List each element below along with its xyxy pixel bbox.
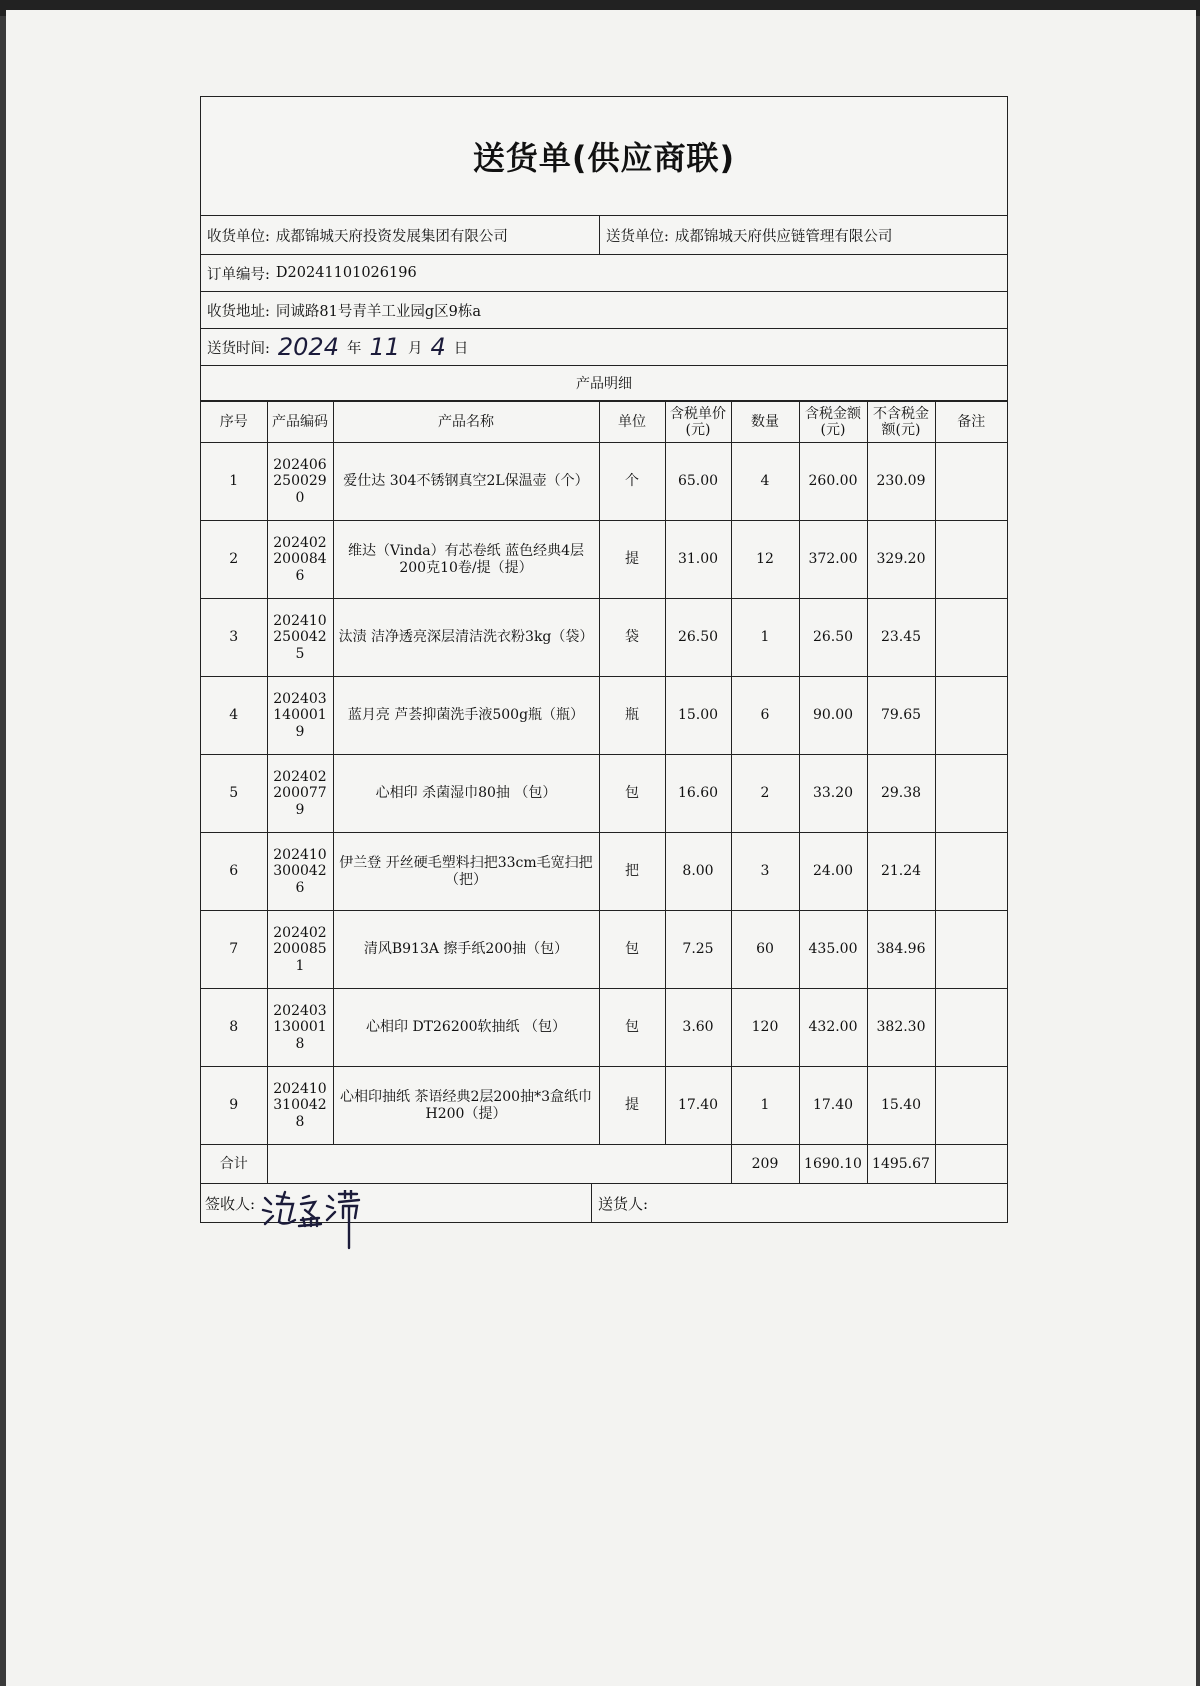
cell-remark [935,599,1007,677]
table-header-row [201,402,1007,443]
cell-net: 21.24 [867,833,935,911]
total-net: 1495.67 [867,1145,935,1184]
handwritten-day: 4 [430,333,446,361]
cell-unit: 提 [599,521,665,599]
cell-unit: 提 [599,1067,665,1145]
cell-name: 心相印 DT26200软抽纸 （包） [333,989,599,1067]
product-table [201,401,1007,1184]
cell-code: 2024022000851 [267,911,333,989]
cell-qty: 60 [731,911,799,989]
col-remark: 备注 [935,402,1007,443]
cell-qty: 4 [731,443,799,521]
cell-no: 2 [201,521,267,599]
col-amount: 含税金额(元) [799,402,867,443]
cell-net: 79.65 [867,677,935,755]
address-value: 同诚路81号青羊工业园g区9栋a [275,303,481,320]
cell-code: 2024103000426 [267,833,333,911]
receiver-cell [201,216,600,254]
table-row [201,755,1007,833]
cell-qty: 3 [731,833,799,911]
cell-code: 2024062500290 [267,443,333,521]
cell-net: 23.45 [867,599,935,677]
signature-row [201,1184,1007,1222]
cell-price: 15.00 [665,677,731,755]
receiver-sign-cell [201,1184,592,1222]
cell-price: 17.40 [665,1067,731,1145]
total-row [201,1145,1007,1184]
total-qty: 209 [731,1145,799,1184]
col-no: 序号 [201,402,267,443]
day-unit: 日 [453,340,469,357]
order-value: D20241101026196 [275,265,417,281]
cell-remark [935,911,1007,989]
table-row [201,833,1007,911]
cell-remark [935,989,1007,1067]
address-row [201,292,1007,329]
cell-code: 2024031400019 [267,677,333,755]
cell-amount: 17.40 [799,1067,867,1145]
handwritten-signature [259,1190,369,1252]
cell-name: 爱仕达 304不锈钢真空2L保温壶（个） [333,443,599,521]
cell-unit: 包 [599,911,665,989]
order-label: 订单编号: [207,266,270,283]
cell-price: 3.60 [665,989,731,1067]
cell-unit: 包 [599,989,665,1067]
cell-qty: 2 [731,755,799,833]
cell-unit: 包 [599,755,665,833]
delivery-note [200,96,1008,1223]
cell-remark [935,755,1007,833]
cell-price: 16.60 [665,755,731,833]
cell-code: 2024022000779 [267,755,333,833]
cell-amount: 432.00 [799,989,867,1067]
sender-value: 成都锦城天府供应链管理有限公司 [674,228,893,245]
cell-net: 29.38 [867,755,935,833]
cell-name: 汰渍 洁净透亮深层清洁洗衣粉3kg（袋） [333,599,599,677]
table-row [201,1067,1007,1145]
cell-remark [935,1067,1007,1145]
month-unit: 月 [408,340,423,357]
receiver-sign-label: 签收人: [205,1194,256,1213]
document-title: 送货单(供应商联) [201,97,1007,216]
cell-code: 2024022000846 [267,521,333,599]
receiver-label: 收货单位: [207,228,270,245]
cell-qty: 120 [731,989,799,1067]
total-blank [267,1145,731,1184]
cell-price: 65.00 [665,443,731,521]
cell-no: 6 [201,833,267,911]
cell-remark [935,833,1007,911]
handwritten-year: 2024 [277,333,339,361]
cell-qty: 1 [731,599,799,677]
table-row [201,521,1007,599]
deliverer-sign-cell [592,1184,1007,1222]
cell-qty: 6 [731,677,799,755]
cell-net: 230.09 [867,443,935,521]
address-label: 收货地址: [207,303,270,320]
cell-amount: 24.00 [799,833,867,911]
cell-price: 26.50 [665,599,731,677]
col-code: 产品编码 [267,402,333,443]
cell-name: 维达（Vinda）有芯卷纸 蓝色经典4层200克10卷/提（提） [333,521,599,599]
cell-remark [935,443,1007,521]
cell-remark [935,677,1007,755]
receiver-sender-row [201,216,1007,255]
cell-name: 心相印 杀菌湿巾80抽 （包） [333,755,599,833]
cell-code: 2024031300018 [267,989,333,1067]
cell-no: 9 [201,1067,267,1145]
time-row [201,329,1007,366]
cell-code: 2024102500425 [267,599,333,677]
table-row [201,443,1007,521]
order-row [201,255,1007,292]
table-row [201,599,1007,677]
cell-name: 心相印抽纸 茶语经典2层200抽*3盒纸巾H200（提） [333,1067,599,1145]
cell-amount: 435.00 [799,911,867,989]
cell-amount: 26.50 [799,599,867,677]
cell-name: 蓝月亮 芦荟抑菌洗手液500g瓶（瓶） [333,677,599,755]
cell-name: 清风B913A 擦手纸200抽（包） [333,911,599,989]
sender-label: 送货单位: [606,228,669,245]
cell-unit: 瓶 [599,677,665,755]
cell-no: 3 [201,599,267,677]
cell-net: 382.30 [867,989,935,1067]
year-unit: 年 [346,340,362,357]
cell-code: 2024103100428 [267,1067,333,1145]
cell-unit: 把 [599,833,665,911]
deliverer-sign-label: 送货人: [598,1194,649,1213]
cell-remark [935,521,1007,599]
cell-price: 8.00 [665,833,731,911]
table-row [201,911,1007,989]
total-amount: 1690.10 [799,1145,867,1184]
cell-net: 329.20 [867,521,935,599]
total-remark [935,1145,1007,1184]
cell-price: 31.00 [665,521,731,599]
cell-no: 7 [201,911,267,989]
col-net: 不含税金额(元) [867,402,935,443]
table-row [201,677,1007,755]
cell-qty: 1 [731,1067,799,1145]
cell-no: 8 [201,989,267,1067]
col-unit: 单位 [599,402,665,443]
col-price: 含税单价(元) [665,402,731,443]
cell-no: 4 [201,677,267,755]
sender-cell [600,216,1007,254]
cell-no: 5 [201,755,267,833]
cell-unit: 袋 [599,599,665,677]
cell-amount: 90.00 [799,677,867,755]
cell-amount: 372.00 [799,521,867,599]
handwritten-month: 11 [369,333,401,361]
cell-qty: 12 [731,521,799,599]
cell-unit: 个 [599,443,665,521]
detail-header: 产品明细 [201,366,1007,401]
col-qty: 数量 [731,402,799,443]
total-label: 合计 [201,1145,267,1184]
time-label: 送货时间: [207,340,270,357]
col-name: 产品名称 [333,402,599,443]
cell-amount: 33.20 [799,755,867,833]
table-row [201,989,1007,1067]
cell-amount: 260.00 [799,443,867,521]
cell-name: 伊兰登 开丝硬毛塑料扫把33cm毛宽扫把（把） [333,833,599,911]
receiver-value: 成都锦城天府投资发展集团有限公司 [275,228,508,245]
cell-net: 15.40 [867,1067,935,1145]
cell-net: 384.96 [867,911,935,989]
cell-price: 7.25 [665,911,731,989]
cell-no: 1 [201,443,267,521]
